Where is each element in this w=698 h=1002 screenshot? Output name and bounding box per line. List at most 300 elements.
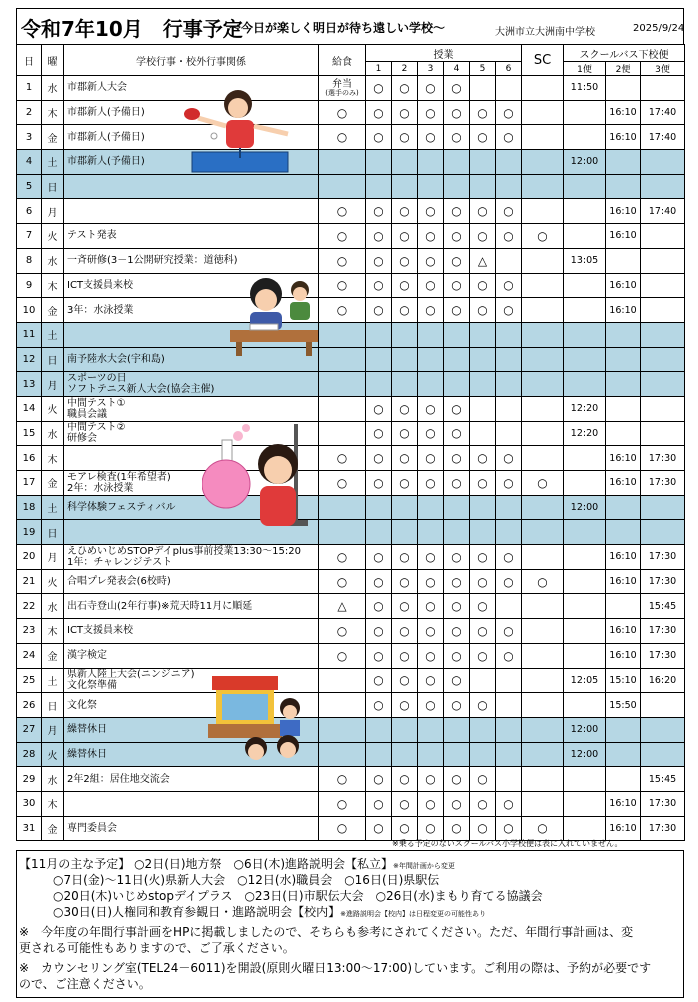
bus-time-cell <box>564 372 606 397</box>
period-cell: ○ <box>470 767 496 792</box>
table-note: ※乗る予定のないスクールバス小学校便は表に入れていません。 <box>392 839 623 848</box>
table-row <box>17 520 685 545</box>
period-cell <box>444 495 470 520</box>
weekday-cell: 水 <box>42 248 64 273</box>
weekday-cell: 木 <box>42 100 64 125</box>
science-experiment-illustration <box>202 420 314 532</box>
weekday-cell: 日 <box>42 174 64 199</box>
period-cell: ○ <box>392 298 418 323</box>
period-cell <box>470 520 496 545</box>
weekday-cell: 水 <box>42 421 64 446</box>
lunch-cell <box>319 791 366 816</box>
bus-time-cell <box>606 248 641 273</box>
day-cell: 5 <box>17 174 42 199</box>
period-cell <box>496 322 522 347</box>
event-cell: 出石寺登山(2年行事)※荒天時11月に順延 <box>64 594 319 619</box>
period-cell <box>366 150 392 175</box>
event-cell: 南予陸水大会(宇和島) <box>64 347 319 372</box>
weekday-cell: 金 <box>42 643 64 668</box>
bus-time-cell: 12:20 <box>564 396 606 421</box>
period-cell <box>444 347 470 372</box>
period-cell: ○ <box>444 199 470 224</box>
period-cell: ○ <box>444 76 470 101</box>
lunch-cell <box>319 248 366 273</box>
period-cell: ○ <box>496 273 522 298</box>
period-cell: ○ <box>366 619 392 644</box>
sc-cell <box>522 791 564 816</box>
period-cell <box>496 248 522 273</box>
period-cell: ○ <box>444 273 470 298</box>
period-cell: ○ <box>366 569 392 594</box>
table-row <box>17 322 685 347</box>
table-row <box>17 100 685 125</box>
period-cell: ○ <box>496 791 522 816</box>
footer-note-1b: 更される可能性もありますので、ご了承ください。 <box>19 941 295 955</box>
lunch-value: ○ <box>336 228 348 243</box>
day-cell: 15 <box>17 421 42 446</box>
bus-time-cell <box>641 174 685 199</box>
period-cell: ○ <box>496 298 522 323</box>
bus-time-cell <box>564 594 606 619</box>
period-cell: ○ <box>444 224 470 249</box>
period-cell: ○ <box>444 619 470 644</box>
weekday-cell: 月 <box>42 372 64 397</box>
day-cell: 13 <box>17 372 42 397</box>
bus-time-cell <box>641 520 685 545</box>
lunch-value: △ <box>337 599 347 614</box>
period-cell: ○ <box>392 446 418 471</box>
bus-time-cell: 17:40 <box>641 100 685 125</box>
weekday-cell: 水 <box>42 767 64 792</box>
page-title: 令和7年10月 行事予定 <box>21 17 243 41</box>
col-header-period-6: 6 <box>496 62 522 76</box>
period-cell: ○ <box>470 816 496 841</box>
bus-time-cell: 16:10 <box>606 545 641 570</box>
bus-time-cell <box>606 421 641 446</box>
lunch-cell <box>319 199 366 224</box>
period-cell: ○ <box>444 767 470 792</box>
event-cell: ICT支援員来校 <box>64 619 319 644</box>
event-cell: 文化祭 <box>64 693 319 718</box>
sc-cell <box>522 76 564 101</box>
period-cell <box>470 322 496 347</box>
lunch-value: ○ <box>336 623 348 638</box>
lunch-value: ○ <box>336 549 348 564</box>
day-cell: 9 <box>17 273 42 298</box>
table-row <box>17 446 685 471</box>
weekday-cell: 水 <box>42 76 64 101</box>
sc-cell <box>522 199 564 224</box>
event-cell: 科学体験フェスティバル <box>64 495 319 520</box>
period-cell <box>496 693 522 718</box>
period-cell: ○ <box>418 569 444 594</box>
bus-time-cell <box>606 767 641 792</box>
bus-time-cell <box>641 322 685 347</box>
period-cell: ○ <box>366 791 392 816</box>
weekday-cell: 日 <box>42 520 64 545</box>
period-cell <box>366 322 392 347</box>
period-cell: ○ <box>496 199 522 224</box>
day-cell: 12 <box>17 347 42 372</box>
bus-time-cell: 17:30 <box>641 816 685 841</box>
period-cell: ○ <box>496 100 522 125</box>
footer-line-4: ○30日(日)人権同和教育参観日・進路説明会【校内】※進路説明会【校内】は日程変更の可能性あり <box>53 905 486 919</box>
period-cell: ○ <box>470 199 496 224</box>
bus-time-cell <box>564 100 606 125</box>
period-cell <box>496 668 522 693</box>
period-cell: ○ <box>392 125 418 150</box>
event-cell: テスト発表 <box>64 224 319 249</box>
bus-time-cell <box>564 125 606 150</box>
period-cell <box>496 347 522 372</box>
bus-time-cell: 17:30 <box>641 619 685 644</box>
col-header-bus: スクールバス下校便 <box>564 45 685 62</box>
period-cell: ○ <box>418 76 444 101</box>
period-cell: ○ <box>496 569 522 594</box>
col-header-weekday: 曜 <box>42 45 64 76</box>
player-shirt-icon <box>226 120 254 148</box>
col-header-period-1: 1 <box>366 62 392 76</box>
bus-time-cell: 16:10 <box>606 199 641 224</box>
period-cell <box>444 520 470 545</box>
period-cell: ○ <box>392 273 418 298</box>
lunch-cell <box>319 322 366 347</box>
bus-time-cell <box>606 372 641 397</box>
day-cell: 19 <box>17 520 42 545</box>
bus-time-cell: 17:30 <box>641 569 685 594</box>
lunch-cell <box>319 619 366 644</box>
day-cell: 20 <box>17 545 42 570</box>
period-cell <box>366 520 392 545</box>
sc-cell <box>522 446 564 471</box>
period-cell: ○ <box>444 396 470 421</box>
period-cell <box>496 717 522 742</box>
day-cell: 25 <box>17 668 42 693</box>
event-cell: 繰替休日 <box>64 717 319 742</box>
weekday-cell: 金 <box>42 298 64 323</box>
day-cell: 18 <box>17 495 42 520</box>
period-cell: ○ <box>444 569 470 594</box>
period-cell: ○ <box>392 224 418 249</box>
bus-time-cell <box>641 742 685 767</box>
event-cell: 中間テスト② 研修会 <box>64 421 319 446</box>
lunch-cell <box>319 224 366 249</box>
lunch-cell <box>319 446 366 471</box>
period-cell: ○ <box>496 643 522 668</box>
sc-cell <box>522 545 564 570</box>
period-cell <box>470 742 496 767</box>
col-header-period-2: 2 <box>392 62 418 76</box>
event-cell: 2年2組：居住地交流会 <box>64 767 319 792</box>
bus-time-cell <box>641 421 685 446</box>
period-cell: ○ <box>418 471 444 496</box>
weekday-cell: 火 <box>42 742 64 767</box>
bus-time-cell: 17:30 <box>641 791 685 816</box>
period-cell: ○ <box>470 791 496 816</box>
event-cell: 市郡新人(予備日) <box>64 125 319 150</box>
bus-time-cell: 16:10 <box>606 569 641 594</box>
period-cell <box>444 174 470 199</box>
bus-time-cell: 16:10 <box>606 100 641 125</box>
lunch-value: ○ <box>336 204 348 219</box>
bus-time-cell <box>606 742 641 767</box>
footer-line-1: 【11月の主な予定】 ○2日(日)地方祭 ○6日(木)進路説明会【私立】※年間計画から変更 <box>19 857 455 871</box>
period-cell: ○ <box>444 668 470 693</box>
period-cell <box>470 150 496 175</box>
lunch-cell <box>319 668 366 693</box>
period-cell: ○ <box>418 545 444 570</box>
bus-time-cell <box>641 693 685 718</box>
period-cell <box>418 372 444 397</box>
bus-time-cell <box>564 174 606 199</box>
bus-time-cell <box>564 545 606 570</box>
period-cell: ○ <box>366 446 392 471</box>
lunch-cell <box>319 545 366 570</box>
col-header-day: 日 <box>17 45 42 76</box>
period-cell: ○ <box>496 471 522 496</box>
weekday-cell: 金 <box>42 125 64 150</box>
bus-time-cell <box>564 693 606 718</box>
sc-cell <box>522 421 564 446</box>
col-header-sc: SC <box>522 45 564 76</box>
weekday-cell: 日 <box>42 693 64 718</box>
period-cell: ○ <box>418 693 444 718</box>
table-row <box>17 174 685 199</box>
weekday-cell: 土 <box>42 668 64 693</box>
period-cell <box>470 372 496 397</box>
period-cell: ○ <box>418 421 444 446</box>
sc-cell <box>522 717 564 742</box>
period-cell <box>444 742 470 767</box>
period-cell: ○ <box>392 693 418 718</box>
period-cell <box>366 347 392 372</box>
table-row <box>17 273 685 298</box>
period-cell: ○ <box>470 693 496 718</box>
table-row <box>17 76 685 101</box>
bus-time-cell: 12:00 <box>564 717 606 742</box>
period-cell: ○ <box>418 594 444 619</box>
day-cell: 7 <box>17 224 42 249</box>
table-row <box>17 125 685 150</box>
period-cell: ○ <box>470 273 496 298</box>
period-cell: ○ <box>392 396 418 421</box>
lunch-value: ○ <box>336 648 348 663</box>
event-cell: 一斉研修(3－1公開研究授業：道徳科) <box>64 248 319 273</box>
audience-head-icon <box>248 744 264 760</box>
period-cell <box>496 421 522 446</box>
students-studying-illustration <box>228 272 324 358</box>
period-cell: ○ <box>444 643 470 668</box>
period-cell: ○ <box>366 396 392 421</box>
schedule-table <box>16 44 685 841</box>
period-cell: ○ <box>496 446 522 471</box>
footer-note-1a: ※ 今年度の年間行事計画をHPに掲載しましたので、そちらも参考にされてください。ただ、年間行事計画は、変 <box>19 925 634 939</box>
lunch-cell <box>319 125 366 150</box>
table-row <box>17 150 685 175</box>
period-cell: ○ <box>392 816 418 841</box>
page-subtitle: ～今日が楽しく明日が待ち遠しい学校～ <box>229 21 446 35</box>
weekday-cell: 水 <box>42 594 64 619</box>
period-cell: ○ <box>470 471 496 496</box>
period-cell <box>418 174 444 199</box>
sc-cell <box>522 520 564 545</box>
col-header-events: 学校行事・校外行事関係 <box>64 45 319 76</box>
period-cell <box>392 717 418 742</box>
bus-time-cell: 15:45 <box>641 767 685 792</box>
paddle-icon <box>184 108 200 120</box>
lunch-cell <box>319 273 366 298</box>
period-cell: ○ <box>392 643 418 668</box>
period-cell: ○ <box>366 668 392 693</box>
lunch-cell <box>319 643 366 668</box>
bus-time-cell: 12:05 <box>564 668 606 693</box>
period-cell <box>496 767 522 792</box>
period-cell: ○ <box>418 298 444 323</box>
period-cell: ○ <box>392 471 418 496</box>
table-tennis-illustration <box>178 86 300 178</box>
period-cell <box>470 421 496 446</box>
sc-cell <box>522 273 564 298</box>
weekday-cell: 木 <box>42 619 64 644</box>
period-cell: ○ <box>366 767 392 792</box>
bus-time-cell <box>641 76 685 101</box>
issue-date: 2025/9/24 <box>633 23 685 34</box>
lunch-cell <box>319 396 366 421</box>
period-cell <box>496 396 522 421</box>
bus-time-cell <box>606 396 641 421</box>
period-cell: ○ <box>444 446 470 471</box>
sc-cell <box>522 248 564 273</box>
period-cell <box>418 150 444 175</box>
bus-time-cell: 16:10 <box>606 471 641 496</box>
period-cell: ○ <box>366 693 392 718</box>
period-cell: ○ <box>418 619 444 644</box>
event-cell: スポーツの日 ソフトテニス新人大会(協会主催) <box>64 372 319 397</box>
sc-cell <box>522 174 564 199</box>
period-cell: ○ <box>496 545 522 570</box>
lunch-cell <box>319 298 366 323</box>
lunch-cell <box>319 347 366 372</box>
school-name: 大洲市立大洲南中学校 <box>495 27 595 38</box>
bus-time-cell: 11:50 <box>564 76 606 101</box>
sc-cell <box>522 767 564 792</box>
period-cell: ○ <box>444 693 470 718</box>
sc-cell <box>522 693 564 718</box>
period-cell <box>392 322 418 347</box>
weekday-cell: 木 <box>42 273 64 298</box>
bus-time-cell: 16:10 <box>606 619 641 644</box>
period-cell <box>366 174 392 199</box>
bus-time-cell <box>564 791 606 816</box>
bus-time-cell: 12:20 <box>564 421 606 446</box>
col-header-period-4: 4 <box>444 62 470 76</box>
period-cell: ○ <box>366 125 392 150</box>
period-cell: ○ <box>496 125 522 150</box>
event-cell: 専門委員会 <box>64 816 319 841</box>
period-cell: ○ <box>392 619 418 644</box>
event-cell: 合唱プレ発表会(6校時) <box>64 569 319 594</box>
period-cell: ○ <box>444 100 470 125</box>
period-cell <box>470 495 496 520</box>
event-cell: 3年：水泳授業 <box>64 298 319 323</box>
table-row <box>17 495 685 520</box>
page-header <box>16 8 684 44</box>
period-cell <box>418 520 444 545</box>
col-header-bus-run-1: 1便 <box>564 62 606 76</box>
bus-time-cell: 15:10 <box>606 668 641 693</box>
event-cell: ICT支援員来校 <box>64 273 319 298</box>
period-cell <box>392 347 418 372</box>
bus-time-cell: 16:20 <box>641 668 685 693</box>
period-cell: ○ <box>418 125 444 150</box>
period-cell <box>444 372 470 397</box>
period-cell <box>444 322 470 347</box>
stage-roof-icon <box>212 676 278 690</box>
weekday-cell: 金 <box>42 816 64 841</box>
sc-cell: ○ <box>522 471 564 496</box>
sc-cell <box>522 150 564 175</box>
table-row <box>17 545 685 570</box>
col-header-classes: 授業 <box>366 45 522 62</box>
period-cell <box>496 76 522 101</box>
period-cell <box>444 717 470 742</box>
bus-time-cell: 16:10 <box>606 125 641 150</box>
footer-note-2b: ので、ご注意ください。 <box>19 977 151 991</box>
bus-time-cell <box>606 520 641 545</box>
bus-time-cell <box>641 717 685 742</box>
period-cell: ○ <box>470 619 496 644</box>
bus-time-cell <box>564 619 606 644</box>
period-cell <box>392 742 418 767</box>
day-cell: 26 <box>17 693 42 718</box>
period-cell: ○ <box>418 224 444 249</box>
lunch-value: ○ <box>336 451 348 466</box>
period-cell <box>496 150 522 175</box>
lunch-cell <box>319 816 366 841</box>
table-row <box>17 569 685 594</box>
period-cell <box>470 668 496 693</box>
day-cell: 21 <box>17 569 42 594</box>
event-cell <box>64 199 319 224</box>
period-cell <box>470 396 496 421</box>
period-cell: ○ <box>470 100 496 125</box>
sc-cell: ○ <box>522 224 564 249</box>
day-cell: 14 <box>17 396 42 421</box>
bus-time-cell <box>606 717 641 742</box>
table-row <box>17 643 685 668</box>
lunch-value: ○ <box>336 475 348 490</box>
period-cell: ○ <box>470 569 496 594</box>
bus-time-cell <box>564 569 606 594</box>
desk-icon <box>230 330 318 342</box>
weekday-cell: 火 <box>42 569 64 594</box>
period-cell: ○ <box>496 619 522 644</box>
period-cell: ○ <box>392 100 418 125</box>
footer-note-2a: ※ カウンセリング室(TEL24－6011)を開設(原則火曜日13:00～17:00)しています。ご利用の際は、予約が必要です <box>19 961 652 975</box>
scientist-head-icon <box>264 456 292 484</box>
col-header-period-5: 5 <box>470 62 496 76</box>
period-cell: ○ <box>418 273 444 298</box>
lunch-cell <box>319 767 366 792</box>
bus-time-cell <box>606 495 641 520</box>
weekday-cell: 土 <box>42 495 64 520</box>
flask-icon <box>202 460 250 508</box>
sc-cell <box>522 396 564 421</box>
lunch-cell <box>319 717 366 742</box>
bus-time-cell <box>564 347 606 372</box>
sc-cell <box>522 643 564 668</box>
col-header-lunch: 給食 <box>319 45 366 76</box>
